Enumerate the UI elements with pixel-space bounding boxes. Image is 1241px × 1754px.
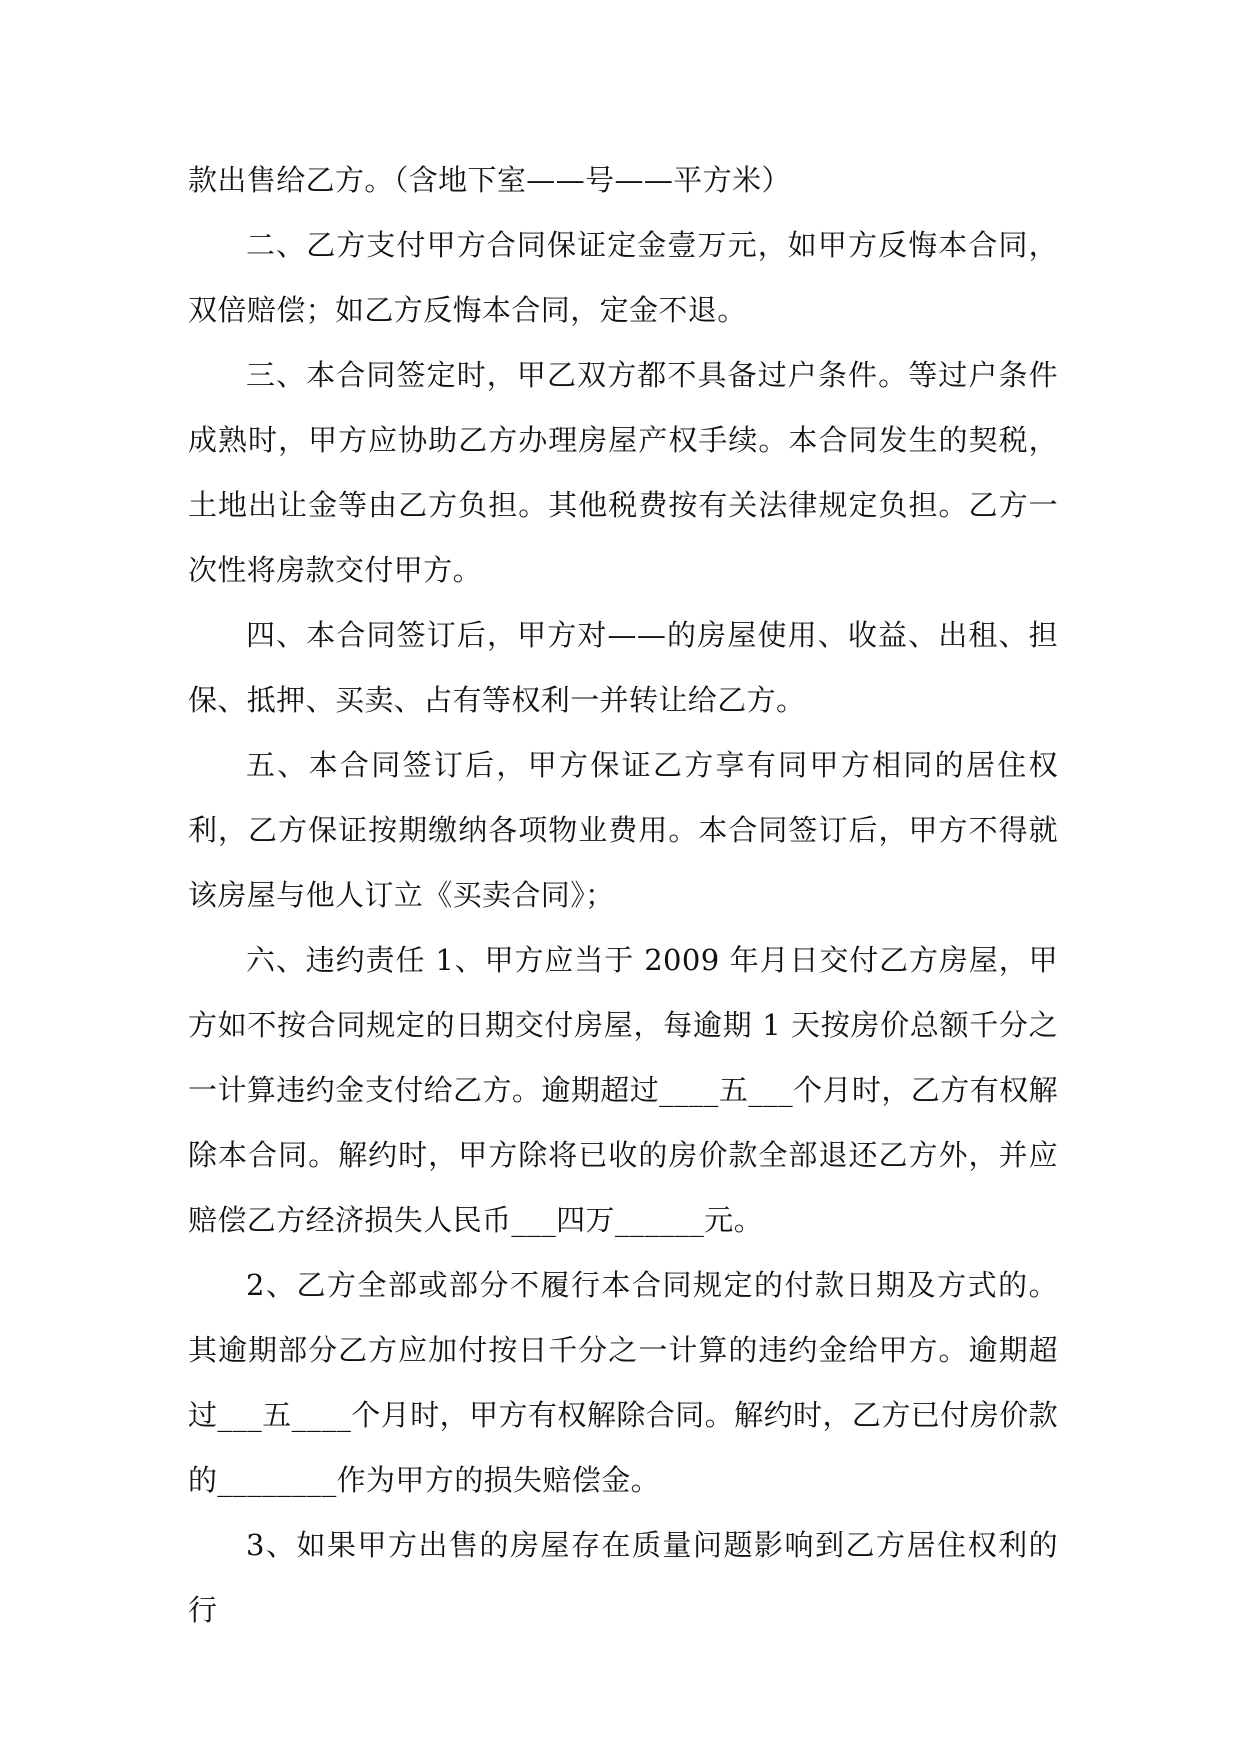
paragraph-clause-2: 二、乙方支付甲方合同保证定金壹万元，如甲方反悔本合同，双倍赔偿；如乙方反悔本合同，定金不退。 xyxy=(188,228,1058,327)
paragraph-clause-6: 六、违约责任 1、甲方应当于 2009 年月日交付乙方房屋，甲方如不按合同规定的日期交付房屋，每逾期 1 天按房价总额千分之一计算违约金支付给乙方。逾期超过____五___个月时，乙方有权解除本合同。解约时，甲方除将已收的房价款全部退还乙方外，并应赔偿乙方经济损失人民币___四万______元。 xyxy=(188,943,1058,1237)
paragraph-continuation: 款出售给乙方。（含地下室——号——平方米） xyxy=(188,163,791,197)
document-page xyxy=(188,148,1058,1643)
paragraph-clause-4: 四、本合同签订后，甲方对——的房屋使用、收益、出租、担保、抵押、买卖、占有等权利一并转让给乙方。 xyxy=(188,618,1058,717)
paragraph-clause-6-3: 3、如果甲方出售的房屋存在质量问题影响到乙方居住权利的行 xyxy=(188,1528,1058,1627)
paragraph-clause-3: 三、本合同签定时，甲乙双方都不具备过户条件。等过户条件成熟时，甲方应协助乙方办理房屋产权手续。本合同发生的契税，土地出让金等由乙方负担。其他税费按有关法律规定负担。乙方一次性将房款交付甲方。 xyxy=(188,358,1058,587)
paragraph-clause-6-2: 2、乙方全部或部分不履行本合同规定的付款日期及方式的。其逾期部分乙方应加付按日千分之一计算的违约金给甲方。逾期超过___五____个月时，甲方有权解除合同。解约时，乙方已付房价款的________作为甲方的损失赔偿金。 xyxy=(188,1268,1058,1497)
paragraph-clause-5: 五、本合同签订后，甲方保证乙方享有同甲方相同的居住权利，乙方保证按期缴纳各项物业费用。本合同签订后，甲方不得就该房屋与他人订立《买卖合同》； xyxy=(188,748,1058,912)
